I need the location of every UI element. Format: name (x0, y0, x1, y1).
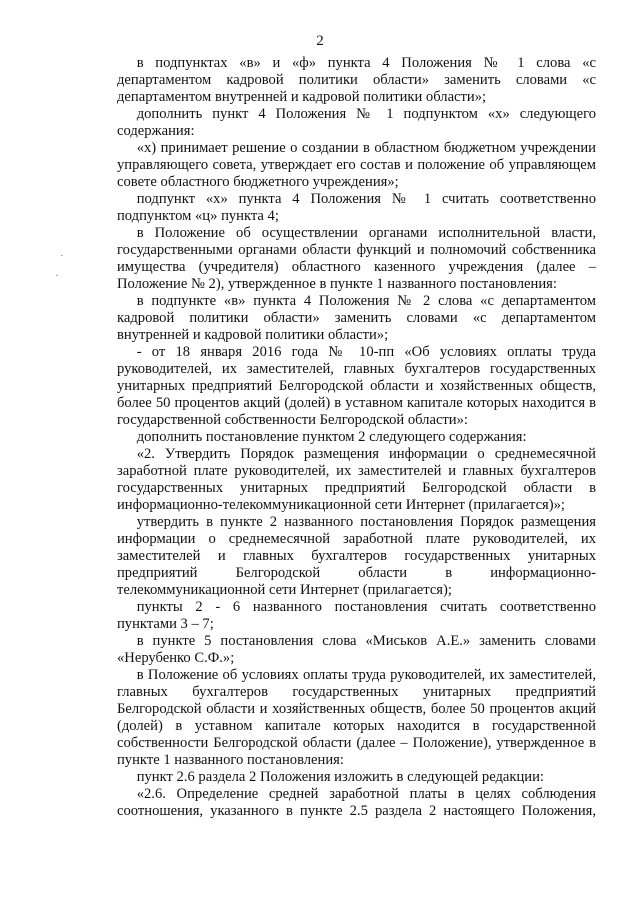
page-number: 2 (316, 33, 324, 49)
document-body (117, 55, 596, 820)
paragraph: пункт 2.6 раздела 2 Положения изложить в следующей редакции: (136, 769, 544, 785)
paragraph: в Положение об осуществлении органами исполнительной власти, государственными органами области функций и полномочий собственника имущества (учредителя) областного казенного учреждения (далее – Положение № 2), утвержденное в пункте 1 названного постановления: (117, 225, 596, 292)
paragraph: в подпунктах «в» и «ф» пункта 4 Положения № 1 слова «с департаментом кадровой политики области» заменить словами «с департаментом внутренней и кадровой политики области»; (117, 55, 596, 105)
paragraph: - от 18 января 2016 года № 10-пп «Об условиях оплаты труда руководителей, их заместителей, главных бухгалтеров государственных унитарных предприятий Белгородской области и хозяйственных обществ, более 50 процентов акций (долей) в уставном капитале которых находится в государственной собственности Белгородской области»: (117, 344, 596, 428)
scan-artifact-mark: · (60, 250, 64, 262)
paragraph: «2. Утвердить Порядок размещения информации о среднемесячной заработной плате руководителей, их заместителей и главных бухгалтеров государственных унитарных предприятий Белгородской области в информационно-телекоммуникационной сети Интернет (прилагается)»; (117, 446, 596, 513)
paragraph: пункты 2 - 6 названного постановления считать соответственно пунктами 3 – 7; (117, 599, 596, 632)
paragraph: дополнить пункт 4 Положения № 1 подпунктом «х» следующего содержания: (117, 106, 596, 139)
paragraph: в пункте 5 постановления слова «Миськов А.Е.» заменить словами «Нерубенко С.Ф.»; (117, 633, 596, 666)
paragraph: в подпункте «в» пункта 4 Положения № 2 слова «с департаментом кадровой политики области» заменить словами «с департаментом внутренней и кадровой политики области»; (117, 293, 596, 343)
scan-artifact-mark: · (55, 270, 59, 282)
paragraph: «2.6. Определение средней заработной платы в целях соблюдения соотношения, указанного в пункте 2.5 раздела 2 настоящего Положения, (117, 786, 596, 819)
paragraph: в Положение об условиях оплаты труда руководителей, их заместителей, главных бухгалтеров государственных унитарных предприятий Белгородской области и хозяйственных обществ, более 50 процентов акций (долей) в уставном капитале которых находится в государственной собственности Белгородской области (далее – Положение), утвержденное в пункте 1 названного постановления: (117, 667, 596, 768)
paragraph: дополнить постановление пунктом 2 следующего содержания: (136, 429, 527, 445)
paragraph: утвердить в пункте 2 названного постановления Порядок размещения информации о среднемесячной заработной плате руководителей, их заместителей и главных бухгалтеров государственных унитарных предприятий Белгородской области в информационно-телекоммуникационной сети Интернет (прилагается); (117, 514, 596, 598)
paragraph: подпункт «х» пункта 4 Положения № 1 считать соответственно подпунктом «ц» пункта 4; (117, 191, 596, 224)
paragraph: «х) принимает решение о создании в областном бюджетном учреждении управляющего совета, утверждает его состав и положение об управляющем совете областного бюджетного учреждения»; (117, 140, 596, 190)
